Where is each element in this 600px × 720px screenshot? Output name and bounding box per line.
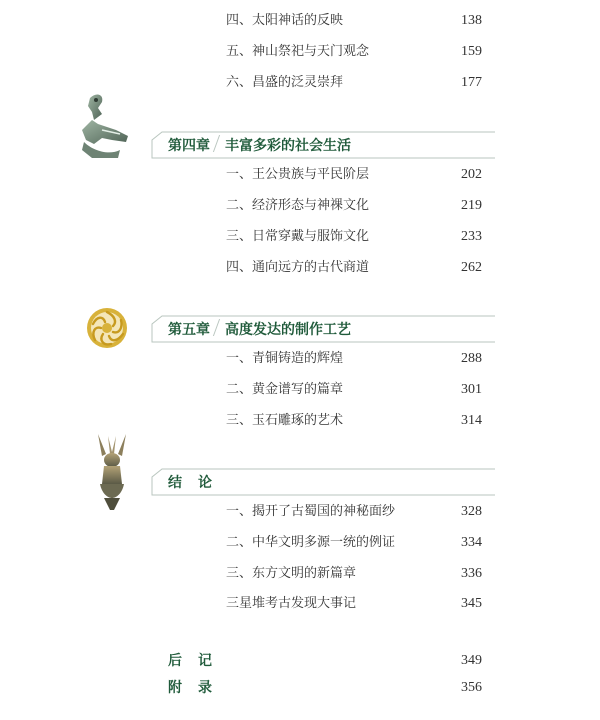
toc-entry-page: 328 xyxy=(461,504,482,519)
toc-entry[interactable] xyxy=(226,11,482,31)
toc-entry-page: 301 xyxy=(461,382,482,397)
toc-entry-title: 三、玉石雕琢的艺术 xyxy=(226,413,344,428)
toc-entry[interactable] xyxy=(226,196,482,216)
toc-entry-title: 一、青铜铸造的辉煌 xyxy=(226,351,344,366)
toc-entry-title: 二、经济形态与神祼文化 xyxy=(226,198,370,213)
toc-entry[interactable] xyxy=(226,73,482,93)
toc-entry-title: 三、东方文明的新篇章 xyxy=(226,566,357,581)
toc-entry-page: 202 xyxy=(461,167,482,182)
toc-entry-title: 二、中华文明多源一统的例证 xyxy=(226,535,396,550)
toc-backmatter-entry[interactable] xyxy=(168,650,482,672)
chapter-heading[interactable] xyxy=(150,314,495,344)
bronze-figure-artifact-icon xyxy=(88,432,136,512)
chapter-title: 高度发达的制作工艺 xyxy=(225,322,351,338)
toc-backmatter-entry[interactable] xyxy=(168,677,482,699)
toc-entry-page: 262 xyxy=(461,260,482,275)
chapter-number: 第四章 xyxy=(168,138,210,154)
toc-entry-title: 六、昌盛的泛灵崇拜 xyxy=(226,75,344,90)
toc-entry-page: 356 xyxy=(461,680,482,695)
toc-entry-page: 138 xyxy=(461,13,482,28)
toc-entry[interactable] xyxy=(226,564,482,584)
toc-entry-title: 三、日常穿戴与服饰文化 xyxy=(226,229,370,244)
toc-entry[interactable] xyxy=(226,533,482,553)
toc-entry-page: 288 xyxy=(461,351,482,366)
toc-entry-title: 二、黄金谱写的篇章 xyxy=(226,382,344,397)
toc-entry-page: 334 xyxy=(461,535,482,550)
toc-entry[interactable] xyxy=(226,411,482,431)
toc-entry[interactable] xyxy=(226,42,482,62)
chapter-heading[interactable] xyxy=(150,467,495,497)
toc-entry-page: 345 xyxy=(461,596,482,611)
toc-entry-page: 349 xyxy=(461,653,482,668)
toc-entry-title: 四、太阳神话的反映 xyxy=(226,13,344,28)
backmatter-label: 附录 xyxy=(168,680,228,696)
toc-entry-page: 159 xyxy=(461,44,482,59)
backmatter-label: 后记 xyxy=(168,653,228,669)
chapter-number: 第五章 xyxy=(168,322,210,338)
gold-sun-disc-icon xyxy=(85,306,129,350)
toc-entry[interactable] xyxy=(226,349,482,369)
toc-entry-title: 一、王公贵族与平民阶层 xyxy=(226,167,370,182)
toc-entry-page: 314 xyxy=(461,413,482,428)
toc-entry[interactable] xyxy=(226,258,482,278)
toc-entry-page: 177 xyxy=(461,75,482,90)
chapter-title: 丰富多彩的社会生活 xyxy=(225,138,351,154)
chapter-heading[interactable] xyxy=(150,130,495,160)
toc-entry-title: 一、揭开了古蜀国的神秘面纱 xyxy=(226,504,396,519)
toc-entry-page: 336 xyxy=(461,566,482,581)
toc-entry[interactable] xyxy=(226,380,482,400)
chapter-number: 结论 xyxy=(168,475,228,491)
toc-entry[interactable] xyxy=(226,502,482,522)
toc-entry-title: 四、通向远方的古代商道 xyxy=(226,260,370,275)
bronze-bird-artifact-icon xyxy=(72,90,134,162)
toc-entry-page: 219 xyxy=(461,198,482,213)
toc-entry-title: 五、神山祭祀与天门观念 xyxy=(226,44,370,59)
toc-entry[interactable] xyxy=(226,594,482,614)
toc-entry-page: 233 xyxy=(461,229,482,244)
toc-entry-title: 三星堆考古发现大事记 xyxy=(226,596,357,611)
toc-entry[interactable] xyxy=(226,227,482,247)
toc-entry[interactable] xyxy=(226,165,482,185)
